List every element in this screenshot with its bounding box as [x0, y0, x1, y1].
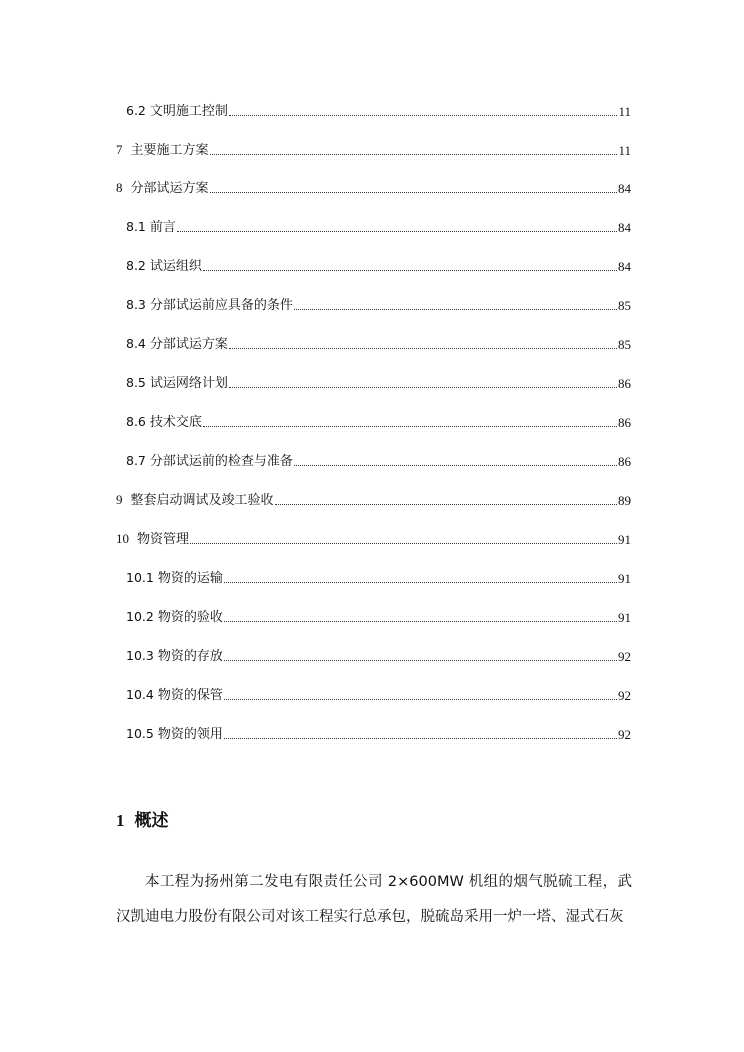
toc-entry-number: 9	[116, 492, 123, 507]
toc-entry-page: 91	[618, 532, 631, 547]
toc-entry-title: 分部试运前应具备的条件	[149, 298, 293, 313]
toc-entry-page: 91	[618, 571, 631, 586]
toc-entry-title: 分部试运方案	[130, 181, 209, 196]
toc-entry-number: 6.2	[126, 103, 146, 118]
toc-entry[interactable]	[116, 139, 631, 159]
toc-entry-number: 8.5	[126, 375, 146, 390]
toc-entry[interactable]	[126, 372, 631, 392]
toc-leader-dots	[210, 153, 618, 155]
toc-leader-dots	[224, 698, 617, 700]
toc-entry-title: 文明施工控制	[149, 104, 228, 119]
toc-entry-number: 10.4	[126, 687, 154, 702]
toc-entry[interactable]	[126, 645, 631, 665]
toc-entry-number: 8.6	[126, 414, 146, 429]
toc-entry-page: 86	[618, 415, 631, 430]
toc-entry[interactable]	[126, 567, 631, 587]
toc-entry-number: 8.2	[126, 258, 146, 273]
toc-entry-title: 试运网络计划	[149, 376, 228, 391]
toc-leader-dots	[275, 503, 617, 505]
toc-entry-title: 物资管理	[137, 532, 190, 547]
toc-leader-dots	[229, 386, 617, 388]
toc-leader-dots	[224, 581, 617, 583]
toc-entry[interactable]	[126, 723, 631, 743]
toc-entry-page: 11	[618, 104, 631, 119]
toc-leader-dots	[224, 620, 617, 622]
toc-entry[interactable]	[126, 411, 631, 431]
toc-entry-page: 86	[618, 454, 631, 469]
toc-entry[interactable]	[116, 177, 631, 197]
toc-entry-page: 86	[618, 376, 631, 391]
toc-entry-title: 整套启动调试及竣工验收	[130, 493, 274, 508]
toc-entry-page: 85	[618, 337, 631, 352]
toc-entry-title: 技术交底	[149, 415, 202, 430]
toc-entry-number: 7	[116, 142, 123, 157]
toc-leader-dots	[190, 542, 617, 544]
toc-leader-dots	[203, 425, 617, 427]
toc-entry-title: 物资的领用	[157, 727, 223, 742]
toc-entry[interactable]	[126, 255, 631, 275]
toc-entry-title: 主要施工方案	[130, 143, 209, 158]
toc-entry[interactable]	[116, 528, 631, 548]
toc-entry[interactable]	[126, 100, 631, 120]
toc-entry-number: 8.1	[126, 219, 146, 234]
toc-entry[interactable]	[126, 333, 631, 353]
toc-entry-number: 10.5	[126, 726, 154, 741]
toc-entry[interactable]	[126, 216, 631, 236]
toc-entry-title: 分部试运前的检查与准备	[149, 454, 293, 469]
toc-entry-page: 11	[618, 143, 631, 158]
section-number: 1	[116, 811, 125, 830]
toc-leader-dots	[224, 737, 617, 739]
toc-entry-number: 10	[116, 531, 129, 546]
toc-entry[interactable]	[116, 489, 631, 509]
toc-leader-dots	[224, 659, 617, 661]
toc-leader-dots	[203, 269, 617, 271]
toc-entry-page: 85	[618, 298, 631, 313]
toc-entry-page: 84	[618, 220, 631, 235]
toc-entry-page: 92	[618, 649, 631, 664]
toc-entry-title: 物资的运输	[157, 571, 223, 586]
toc-entry-number: 8.4	[126, 336, 146, 351]
toc-entry[interactable]	[126, 294, 631, 314]
toc-entry-number: 10.3	[126, 648, 154, 663]
toc-entry-page: 89	[618, 493, 631, 508]
toc-entry-number: 8.3	[126, 297, 146, 312]
toc-entry-title: 物资的保管	[157, 688, 223, 703]
toc-entry-number: 8	[116, 180, 123, 195]
toc-leader-dots	[294, 464, 617, 466]
toc-entry[interactable]	[126, 606, 631, 626]
toc-leader-dots	[177, 230, 617, 232]
toc-entry-title: 物资的验收	[157, 610, 223, 625]
toc-leader-dots	[229, 114, 618, 116]
toc-entry-title: 分部试运方案	[149, 337, 228, 352]
toc-leader-dots	[210, 191, 617, 193]
toc-entry-number: 10.1	[126, 570, 154, 585]
toc-entry-page: 84	[618, 181, 631, 196]
section-heading	[116, 806, 169, 831]
toc-entry-page: 84	[618, 259, 631, 274]
toc-entry-number: 10.2	[126, 609, 154, 624]
body-paragraph: 本工程为扬州第二发电有限责任公司 2×600MW 机组的烟气脱硫工程，武汉凯迪电力股份有限公司对该工程实行总承包，脱硫岛采用一炉一塔、湿式石灰	[116, 874, 632, 925]
toc-entry-page: 92	[618, 727, 631, 742]
toc-leader-dots	[229, 347, 617, 349]
toc-entry[interactable]	[126, 450, 631, 470]
toc-entry-number: 8.7	[126, 453, 146, 468]
toc-entry-title: 前言	[149, 220, 176, 235]
toc-leader-dots	[294, 308, 617, 310]
toc-entry[interactable]	[126, 684, 631, 704]
toc-entry-page: 92	[618, 688, 631, 703]
section-title: 概述	[134, 811, 169, 830]
toc-entry-page: 91	[618, 610, 631, 625]
toc-entry-title: 物资的存放	[157, 649, 223, 664]
toc-entry-title: 试运组织	[149, 259, 202, 274]
